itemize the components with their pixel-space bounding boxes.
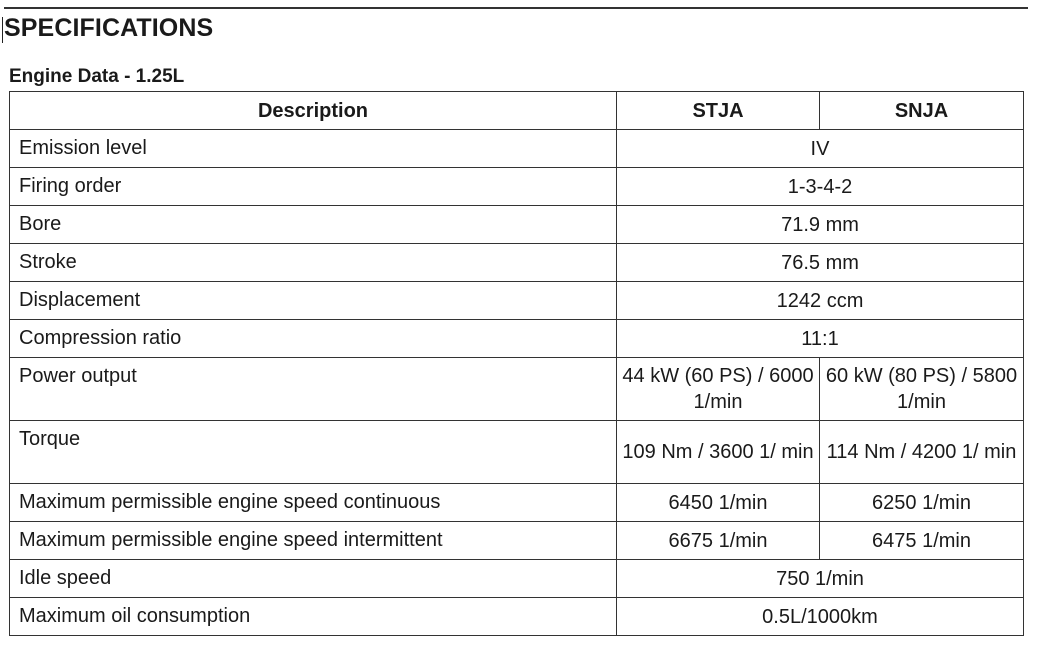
engine-data-table (9, 91, 1024, 636)
row-description: Torque (10, 421, 617, 484)
table-row-stroke (10, 244, 1024, 282)
table-row-displacement (10, 282, 1024, 320)
row-description: Power output (10, 358, 617, 421)
row-value-stja: 6450 1/min (617, 484, 820, 522)
row-value-snja: 60 kW (80 PS) / 5800 1/min (820, 358, 1024, 421)
row-description: Emission level (10, 130, 617, 168)
top-divider (4, 7, 1028, 9)
table-row-bore (10, 206, 1024, 244)
row-value-snja: 114 Nm / 4200 1/ min (820, 421, 1024, 484)
row-value: IV (617, 130, 1024, 168)
row-value: 750 1/min (617, 560, 1024, 598)
row-value: 1-3-4-2 (617, 168, 1024, 206)
row-value: 1242 ccm (617, 282, 1024, 320)
table-row-max-speed-continuous (10, 484, 1024, 522)
row-description: Maximum oil consumption (10, 598, 617, 636)
table-row-power-output (10, 358, 1024, 421)
row-value-snja: 6250 1/min (820, 484, 1024, 522)
row-description: Firing order (10, 168, 617, 206)
table-row-max-oil-consumption (10, 598, 1024, 636)
table-header-row (10, 92, 1024, 130)
row-value: 0.5L/1000km (617, 598, 1024, 636)
row-value: 71.9 mm (617, 206, 1024, 244)
column-header-description: Description (10, 92, 617, 130)
row-description: Idle speed (10, 560, 617, 598)
table-row-firing-order (10, 168, 1024, 206)
row-description: Displacement (10, 282, 617, 320)
section-title: Engine Data - 1.25L (9, 66, 185, 87)
row-description: Maximum permissible engine speed continuous (10, 484, 617, 522)
table-row-emission-level (10, 130, 1024, 168)
row-value-snja: 6475 1/min (820, 522, 1024, 560)
text-cursor (2, 17, 3, 43)
row-description: Maximum permissible engine speed intermittent (10, 522, 617, 560)
table-row-idle-speed (10, 560, 1024, 598)
row-description: Stroke (10, 244, 617, 282)
row-value-stja: 44 kW (60 PS) / 6000 1/min (617, 358, 820, 421)
column-header-snja: SNJA (820, 92, 1024, 130)
table-row-compression-ratio (10, 320, 1024, 358)
row-description: Bore (10, 206, 617, 244)
page-title: SPECIFICATIONS (4, 14, 214, 42)
column-header-stja: STJA (617, 92, 820, 130)
table-row-max-speed-intermittent (10, 522, 1024, 560)
table-row-torque (10, 421, 1024, 484)
row-value: 76.5 mm (617, 244, 1024, 282)
row-value-stja: 6675 1/min (617, 522, 820, 560)
row-value-stja: 109 Nm / 3600 1/ min (617, 421, 820, 484)
row-description: Compression ratio (10, 320, 617, 358)
row-value: 11:1 (617, 320, 1024, 358)
